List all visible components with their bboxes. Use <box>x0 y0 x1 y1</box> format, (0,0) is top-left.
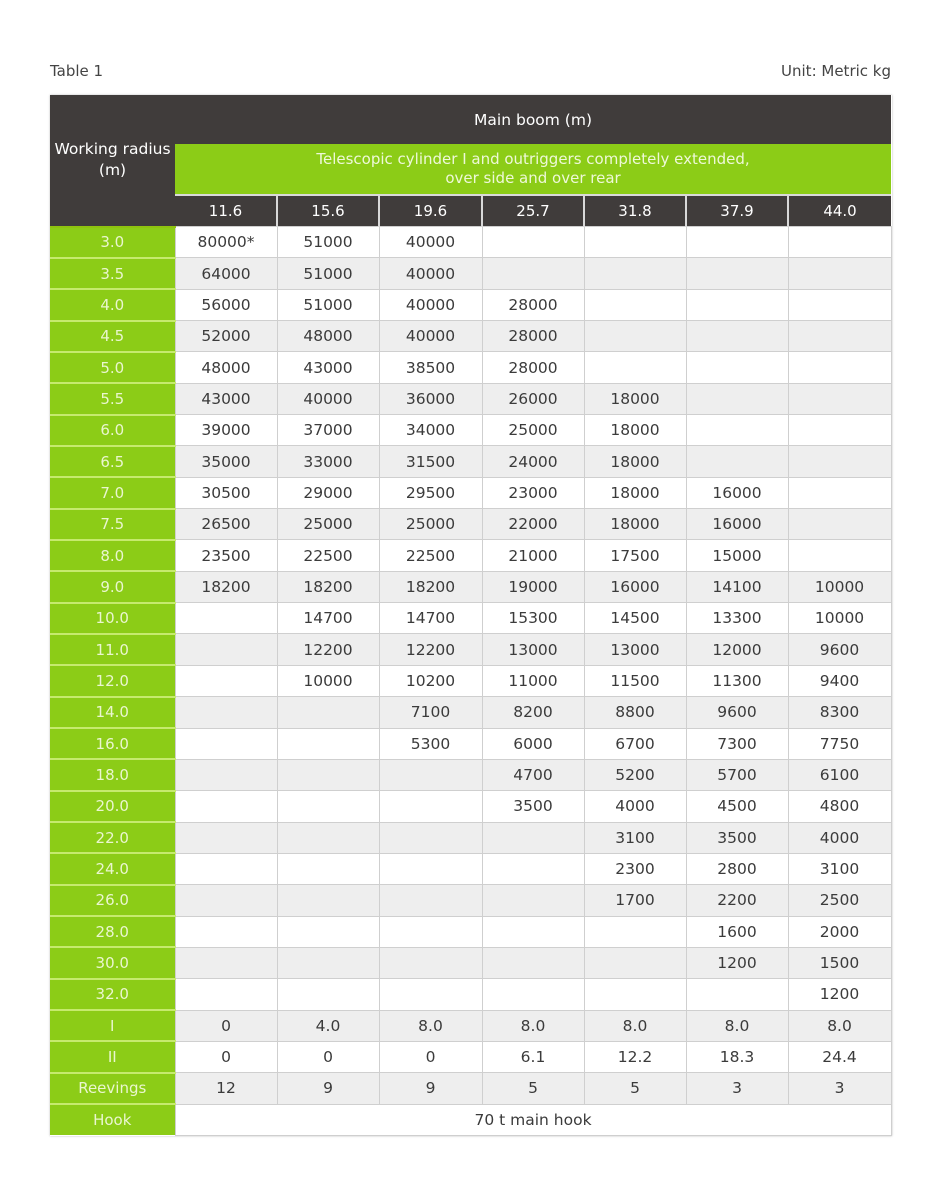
hook-label: Hook <box>50 1104 175 1135</box>
load-value-cell <box>686 383 788 414</box>
load-value-cell: 15300 <box>482 603 584 634</box>
load-value-cell: 8.0 <box>686 1010 788 1041</box>
load-value-cell: 3100 <box>788 853 891 884</box>
row-radius-label: 7.5 <box>50 509 175 540</box>
load-value-cell: 39000 <box>175 415 277 446</box>
load-value-cell: 13000 <box>584 634 686 665</box>
load-value-cell <box>175 947 277 978</box>
load-value-cell <box>379 885 482 916</box>
table-row <box>50 728 891 759</box>
load-value-cell <box>482 885 584 916</box>
table-row <box>50 477 891 508</box>
load-value-cell <box>277 916 379 947</box>
unit-label: Unit: Metric kg <box>781 62 891 80</box>
telescopic-condition-line2: over side and over rear <box>445 169 621 187</box>
load-value-cell: 1500 <box>788 947 891 978</box>
table-row <box>50 759 891 790</box>
load-value-cell: 3500 <box>482 791 584 822</box>
load-value-cell <box>175 665 277 696</box>
load-value-cell <box>686 258 788 289</box>
load-value-cell: 8200 <box>482 697 584 728</box>
table-row <box>50 415 891 446</box>
row-radius-label: II <box>50 1041 175 1072</box>
load-value-cell: 8.0 <box>788 1010 891 1041</box>
load-value-cell: 18200 <box>379 571 482 602</box>
load-value-cell: 8.0 <box>379 1010 482 1041</box>
load-value-cell: 5200 <box>584 759 686 790</box>
boom-length-header: 37.9 <box>686 195 788 227</box>
load-value-cell: 6700 <box>584 728 686 759</box>
load-value-cell <box>175 885 277 916</box>
telescopic-condition-header <box>175 144 891 195</box>
load-value-cell: 37000 <box>277 415 379 446</box>
load-value-cell: 12 <box>175 1073 277 1104</box>
row-radius-label: 5.5 <box>50 383 175 414</box>
load-value-cell <box>686 446 788 477</box>
load-value-cell <box>277 979 379 1010</box>
load-value-cell: 6.1 <box>482 1041 584 1072</box>
load-value-cell: 6000 <box>482 728 584 759</box>
load-value-cell: 33000 <box>277 446 379 477</box>
load-value-cell: 23500 <box>175 540 277 571</box>
load-value-cell <box>584 258 686 289</box>
load-value-cell <box>584 979 686 1010</box>
table-row <box>50 1010 891 1041</box>
load-value-cell: 0 <box>175 1010 277 1041</box>
boom-length-header: 11.6 <box>175 195 277 227</box>
row-radius-label: 20.0 <box>50 791 175 822</box>
load-value-cell: 8.0 <box>584 1010 686 1041</box>
load-value-cell <box>584 916 686 947</box>
load-value-cell: 0 <box>379 1041 482 1072</box>
load-value-cell: 5700 <box>686 759 788 790</box>
load-value-cell: 1200 <box>788 979 891 1010</box>
load-value-cell <box>482 258 584 289</box>
row-radius-label: 5.0 <box>50 352 175 383</box>
boom-length-row <box>50 195 891 227</box>
load-value-cell: 51000 <box>277 227 379 258</box>
load-value-cell: 1700 <box>584 885 686 916</box>
table-row <box>50 1041 891 1072</box>
load-value-cell: 11300 <box>686 665 788 696</box>
table-row <box>50 885 891 916</box>
load-value-cell <box>686 289 788 320</box>
load-value-cell: 4000 <box>584 791 686 822</box>
load-value-cell <box>277 822 379 853</box>
load-value-cell: 16000 <box>686 477 788 508</box>
load-value-cell <box>277 885 379 916</box>
row-radius-label: 12.0 <box>50 665 175 696</box>
row-radius-label: 24.0 <box>50 853 175 884</box>
row-radius-label: 11.0 <box>50 634 175 665</box>
load-value-cell: 18000 <box>584 415 686 446</box>
load-value-cell: 18200 <box>175 571 277 602</box>
load-value-cell: 11000 <box>482 665 584 696</box>
load-value-cell: 43000 <box>175 383 277 414</box>
table-row <box>50 446 891 477</box>
table-row <box>50 1073 891 1104</box>
load-value-cell: 31500 <box>379 446 482 477</box>
load-value-cell: 40000 <box>379 289 482 320</box>
load-value-cell <box>277 759 379 790</box>
load-value-cell: 36000 <box>379 383 482 414</box>
load-value-cell <box>686 321 788 352</box>
load-value-cell: 7750 <box>788 728 891 759</box>
load-value-cell: 2200 <box>686 885 788 916</box>
main-boom-header: Main boom (m) <box>175 95 891 144</box>
load-value-cell: 9600 <box>686 697 788 728</box>
boom-length-header: 31.8 <box>584 195 686 227</box>
load-value-cell: 52000 <box>175 321 277 352</box>
table-row <box>50 352 891 383</box>
boom-length-header: 15.6 <box>277 195 379 227</box>
load-value-cell: 30500 <box>175 477 277 508</box>
load-value-cell <box>584 321 686 352</box>
load-value-cell: 4700 <box>482 759 584 790</box>
row-radius-label: 16.0 <box>50 728 175 759</box>
load-value-cell: 22500 <box>379 540 482 571</box>
load-value-cell: 0 <box>175 1041 277 1072</box>
load-value-cell <box>686 352 788 383</box>
load-value-cell <box>788 540 891 571</box>
load-value-cell: 38500 <box>379 352 482 383</box>
table-row <box>50 289 891 320</box>
load-value-cell: 80000* <box>175 227 277 258</box>
load-value-cell <box>482 227 584 258</box>
load-value-cell: 4800 <box>788 791 891 822</box>
row-radius-label: 6.5 <box>50 446 175 477</box>
load-value-cell: 5 <box>584 1073 686 1104</box>
load-value-cell: 10000 <box>277 665 379 696</box>
load-value-cell <box>379 853 482 884</box>
row-radius-label: 4.0 <box>50 289 175 320</box>
table-row <box>50 916 891 947</box>
table-body <box>50 227 891 1136</box>
table-row <box>50 822 891 853</box>
load-value-cell: 25000 <box>277 509 379 540</box>
load-value-cell: 25000 <box>379 509 482 540</box>
load-value-cell <box>277 697 379 728</box>
table-row <box>50 947 891 978</box>
load-value-cell: 9 <box>277 1073 379 1104</box>
row-radius-label: 26.0 <box>50 885 175 916</box>
row-radius-label: 4.5 <box>50 321 175 352</box>
boom-length-header: 19.6 <box>379 195 482 227</box>
load-value-cell: 18000 <box>584 477 686 508</box>
load-value-cell: 24000 <box>482 446 584 477</box>
load-value-cell: 12.2 <box>584 1041 686 1072</box>
load-value-cell: 22500 <box>277 540 379 571</box>
row-radius-label: 22.0 <box>50 822 175 853</box>
load-value-cell: 17500 <box>584 540 686 571</box>
load-value-cell: 26500 <box>175 509 277 540</box>
load-value-cell <box>788 321 891 352</box>
load-value-cell: 12200 <box>277 634 379 665</box>
load-value-cell <box>584 227 686 258</box>
load-value-cell: 4500 <box>686 791 788 822</box>
load-value-cell <box>788 446 891 477</box>
load-value-cell: 9400 <box>788 665 891 696</box>
load-value-cell <box>482 916 584 947</box>
load-value-cell: 43000 <box>277 352 379 383</box>
load-value-cell <box>584 352 686 383</box>
load-value-cell <box>482 947 584 978</box>
load-value-cell <box>175 916 277 947</box>
hook-row <box>50 1104 891 1135</box>
load-value-cell <box>788 509 891 540</box>
load-value-cell: 3100 <box>584 822 686 853</box>
load-value-cell <box>686 979 788 1010</box>
load-value-cell <box>175 791 277 822</box>
load-value-cell <box>379 822 482 853</box>
load-value-cell: 12000 <box>686 634 788 665</box>
load-value-cell <box>379 916 482 947</box>
load-value-cell: 12200 <box>379 634 482 665</box>
load-value-cell: 51000 <box>277 289 379 320</box>
row-radius-label: 7.0 <box>50 477 175 508</box>
load-value-cell: 28000 <box>482 352 584 383</box>
table-row <box>50 697 891 728</box>
load-value-cell: 18200 <box>277 571 379 602</box>
load-value-cell: 64000 <box>175 258 277 289</box>
load-value-cell: 4.0 <box>277 1010 379 1041</box>
load-value-cell: 2300 <box>584 853 686 884</box>
row-radius-label: 8.0 <box>50 540 175 571</box>
row-radius-label: 9.0 <box>50 571 175 602</box>
load-value-cell: 14700 <box>277 603 379 634</box>
load-value-cell: 7300 <box>686 728 788 759</box>
load-value-cell: 1600 <box>686 916 788 947</box>
load-value-cell: 24.4 <box>788 1041 891 1072</box>
load-value-cell <box>175 822 277 853</box>
load-value-cell <box>379 759 482 790</box>
load-value-cell: 40000 <box>379 227 482 258</box>
table-row <box>50 258 891 289</box>
load-value-cell <box>379 791 482 822</box>
load-value-cell: 2800 <box>686 853 788 884</box>
load-value-cell: 9600 <box>788 634 891 665</box>
row-radius-label: 14.0 <box>50 697 175 728</box>
load-value-cell <box>584 947 686 978</box>
load-value-cell: 48000 <box>175 352 277 383</box>
load-value-cell: 18000 <box>584 383 686 414</box>
load-value-cell <box>788 477 891 508</box>
load-value-cell: 1200 <box>686 947 788 978</box>
load-value-cell: 16000 <box>584 571 686 602</box>
load-value-cell: 14700 <box>379 603 482 634</box>
load-value-cell <box>175 853 277 884</box>
load-value-cell: 40000 <box>379 258 482 289</box>
load-value-cell <box>277 728 379 759</box>
load-value-cell: 22000 <box>482 509 584 540</box>
load-value-cell <box>584 289 686 320</box>
load-value-cell <box>788 415 891 446</box>
load-value-cell <box>175 979 277 1010</box>
boom-length-header: 44.0 <box>788 195 891 227</box>
load-value-cell: 8300 <box>788 697 891 728</box>
load-value-cell: 23000 <box>482 477 584 508</box>
table-row <box>50 227 891 258</box>
load-value-cell <box>788 227 891 258</box>
load-value-cell: 13000 <box>482 634 584 665</box>
load-value-cell: 26000 <box>482 383 584 414</box>
boom-length-header: 25.7 <box>482 195 584 227</box>
load-value-cell: 3500 <box>686 822 788 853</box>
table-row <box>50 509 891 540</box>
load-value-cell: 15000 <box>686 540 788 571</box>
load-value-cell <box>379 979 482 1010</box>
load-value-cell <box>175 697 277 728</box>
table-row <box>50 979 891 1010</box>
load-value-cell <box>277 853 379 884</box>
telescopic-condition-line1: Telescopic cylinder I and outriggers completely extended, <box>316 150 750 168</box>
load-chart-table <box>50 95 892 1136</box>
load-value-cell: 51000 <box>277 258 379 289</box>
load-value-cell: 8.0 <box>482 1010 584 1041</box>
row-radius-label: 6.0 <box>50 415 175 446</box>
load-value-cell: 13300 <box>686 603 788 634</box>
load-value-cell: 4000 <box>788 822 891 853</box>
load-value-cell: 28000 <box>482 321 584 352</box>
load-value-cell <box>175 634 277 665</box>
load-value-cell: 3 <box>686 1073 788 1104</box>
load-value-cell: 14500 <box>584 603 686 634</box>
row-radius-label: I <box>50 1010 175 1041</box>
table-label: Table 1 <box>50 62 104 80</box>
load-value-cell <box>788 383 891 414</box>
load-value-cell: 3 <box>788 1073 891 1104</box>
load-value-cell: 29000 <box>277 477 379 508</box>
load-value-cell <box>175 728 277 759</box>
load-value-cell: 29500 <box>379 477 482 508</box>
load-value-cell: 19000 <box>482 571 584 602</box>
load-value-cell <box>788 258 891 289</box>
table-row <box>50 634 891 665</box>
load-value-cell: 18000 <box>584 446 686 477</box>
load-value-cell: 10000 <box>788 571 891 602</box>
load-value-cell <box>788 352 891 383</box>
row-radius-label: 32.0 <box>50 979 175 1010</box>
load-value-cell: 11500 <box>584 665 686 696</box>
load-value-cell: 21000 <box>482 540 584 571</box>
load-value-cell <box>175 759 277 790</box>
load-value-cell: 56000 <box>175 289 277 320</box>
table-row <box>50 603 891 634</box>
table-row <box>50 383 891 414</box>
load-value-cell <box>379 947 482 978</box>
load-value-cell: 18000 <box>584 509 686 540</box>
load-value-cell <box>277 947 379 978</box>
load-value-cell <box>686 227 788 258</box>
load-value-cell: 18.3 <box>686 1041 788 1072</box>
load-value-cell: 0 <box>277 1041 379 1072</box>
load-value-cell: 2000 <box>788 916 891 947</box>
load-value-cell: 7100 <box>379 697 482 728</box>
load-value-cell: 16000 <box>686 509 788 540</box>
load-value-cell: 35000 <box>175 446 277 477</box>
load-value-cell: 28000 <box>482 289 584 320</box>
load-value-cell <box>482 853 584 884</box>
load-value-cell: 48000 <box>277 321 379 352</box>
row-radius-label: 28.0 <box>50 916 175 947</box>
load-value-cell <box>482 822 584 853</box>
load-value-cell <box>788 289 891 320</box>
table-row <box>50 540 891 571</box>
load-value-cell: 2500 <box>788 885 891 916</box>
row-radius-label: 3.0 <box>50 227 175 258</box>
hook-value: 70 t main hook <box>175 1104 891 1135</box>
row-radius-label: 30.0 <box>50 947 175 978</box>
load-value-cell: 5 <box>482 1073 584 1104</box>
load-value-cell <box>277 791 379 822</box>
load-value-cell: 5300 <box>379 728 482 759</box>
row-radius-label: Reevings <box>50 1073 175 1104</box>
load-value-cell <box>686 415 788 446</box>
table-row <box>50 571 891 602</box>
load-value-cell: 10200 <box>379 665 482 696</box>
table-row <box>50 791 891 822</box>
load-value-cell: 9 <box>379 1073 482 1104</box>
table-row <box>50 321 891 352</box>
table-row <box>50 853 891 884</box>
load-value-cell: 14100 <box>686 571 788 602</box>
load-value-cell <box>175 603 277 634</box>
load-value-cell: 10000 <box>788 603 891 634</box>
load-value-cell: 40000 <box>379 321 482 352</box>
load-value-cell: 40000 <box>277 383 379 414</box>
working-radius-header: Working radius (m) <box>50 95 175 227</box>
load-value-cell: 34000 <box>379 415 482 446</box>
row-radius-label: 10.0 <box>50 603 175 634</box>
table-row <box>50 665 891 696</box>
row-radius-label: 3.5 <box>50 258 175 289</box>
load-value-cell: 6100 <box>788 759 891 790</box>
load-value-cell: 8800 <box>584 697 686 728</box>
load-value-cell: 25000 <box>482 415 584 446</box>
row-radius-label: 18.0 <box>50 759 175 790</box>
load-value-cell <box>482 979 584 1010</box>
